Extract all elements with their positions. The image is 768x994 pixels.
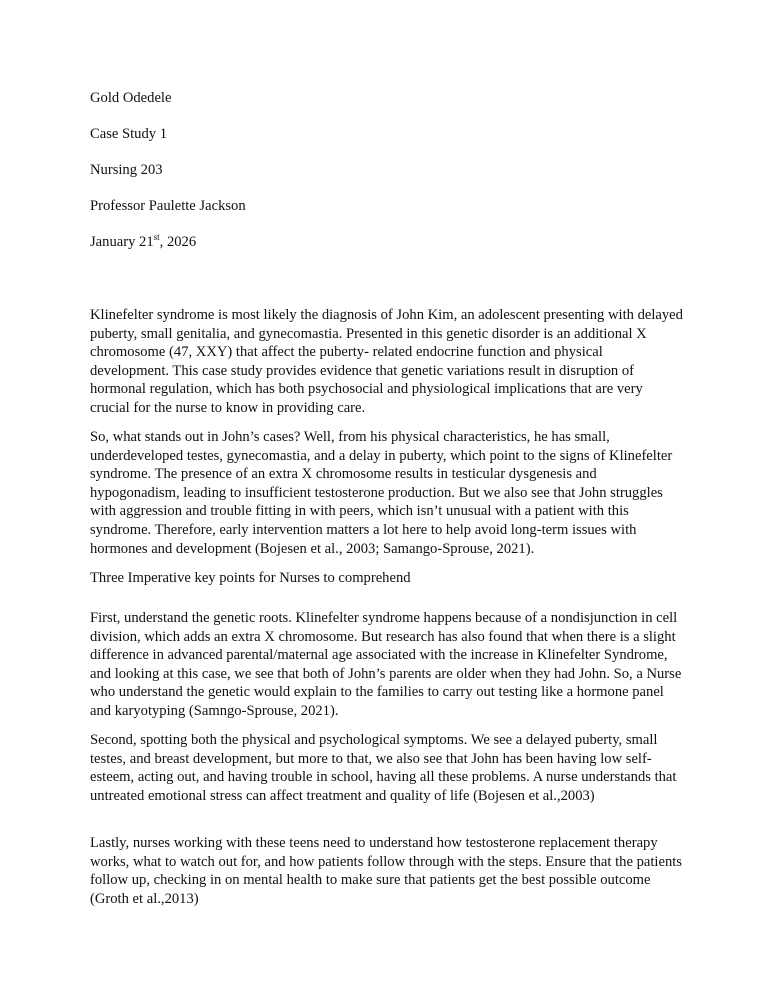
- paragraph-introduction: Klinefelter syndrome is most likely the diagnosis of John Kim, an adolescent presenting with delayed puberty, small genitalia, and gynecomastia. Presented in this genetic disorder is an additional X chromosome (47, XXY) that affect the puberty- related endocrine function and physical development. This case study provides evidence that genetic variations result in disruption of hormonal regulation, which has both psychosocial and physiological implications that are very crucial for the nurse to know in providing care.: [90, 307, 683, 416]
- paragraph-point-one: First, understand the genetic roots. Klinefelter syndrome happens because of a nondisjunction in cell division, which adds an extra X chromosome. But research has also found that when there is a slight difference in advanced parental/maternal age associated with the increase in Klinefelter Syndrome, and looking at this case, we see that both of John’s parents are older when they had John. So, a Nurse who understand the genetic would explain to the families to carry out testing like a hormone panel and karyotyping (Samngo-Sprouse, 2021).: [90, 610, 682, 719]
- submission-date: [90, 234, 196, 251]
- date-suffix: , 2026: [159, 234, 197, 250]
- course-name: Nursing 203: [90, 162, 163, 178]
- section-heading: Three Imperative key points for Nurses to comprehend: [90, 570, 411, 586]
- paragraph-case-analysis: So, what stands out in John’s cases? Well, from his physical characteristics, he has small, underdeveloped testes, gynecomastia, and a delay in puberty, which point to the signs of Klinefelter syndrome. The presence of an extra X chromosome results in testicular dysgenesis and hypogonadism, leading to insufficient testosterone production. But we also see that John struggles with aggression and trouble fitting in with peers, which isn’t unusual with a patient with this syndrome. Therefore, early intervention matters a lot here to help avoid long-term issues with hormones and development (Bojesen et al., 2003; Samango-Sprouse, 2021).: [90, 429, 673, 557]
- paragraph-point-two: Second, spotting both the physical and psychological symptoms. We see a delayed puberty, small testes, and breast development, but more to that, we also see that John has been having low self-esteem, acting out, and having trouble in school, having all these problems. A nurse understands that untreated emotional stress can affect treatment and quality of life (Bojesen et al.,2003): [90, 732, 677, 804]
- paragraph-point-three: Lastly, nurses working with these teens need to understand how testosterone replacement therapy works, what to watch out for, and how patients follow through with the steps. Ensure that the patients follow up, checking in on mental health to make sure that patients get the best possible outcome (Groth et al.,2013): [90, 835, 682, 907]
- professor-name: Professor Paulette Jackson: [90, 198, 246, 214]
- assignment-title: Case Study 1: [90, 126, 168, 142]
- author-name: Gold Odedele: [90, 90, 172, 106]
- date-prefix: January 21: [90, 234, 154, 250]
- date-ordinal: st: [153, 232, 160, 243]
